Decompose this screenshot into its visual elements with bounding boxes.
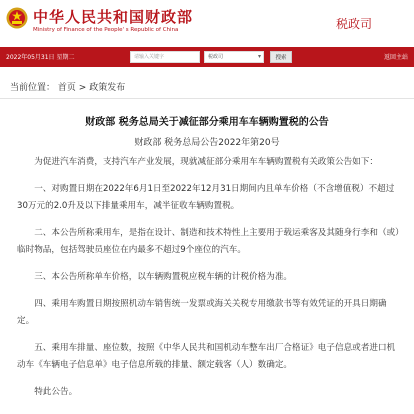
breadcrumb-separator: > [78,83,87,93]
chevron-down-icon: ▾ [257,53,261,60]
breadcrumb [10,80,125,93]
search-button[interactable]: 搜索 [270,51,292,63]
article-paragraph: 五、乘用车排量、座位数，按照《中华人民共和国机动车整车出厂合格证》电子信息或者进口机动车《车辆电子信息单》电子信息所载的排量、额定载客（人）数确定。 [17,343,396,370]
breadcrumb-prefix: 当前位置： [10,83,56,93]
article-paragraph: 三、本公告所称单车价格，以车辆购置税应税车辆的计税价格为准。 [34,272,293,282]
article-paragraph: 一、对购置日期在2022年6月1日至2022年12月31日期间内且单车价格（不含增值税）不超过30万元的2.0升及以下排量乘用车，减半征收车辆购置税。 [17,184,395,211]
article-paragraph: 二、本公告所称乘用车，是指在设计、制造和技术特性上主要用于载运乘客及其随身行李和（或）临时物品，包括驾驶员座位在内最多不超过9个座位的汽车。 [17,228,400,255]
article-paragraph: 特此公告。 [34,387,78,397]
return-home-link[interactable]: 返回主站 [383,54,408,61]
divider [0,98,414,99]
article-paragraph: 为促进汽车消费，支持汽车产业发展，现就减征部分乘用车车辆购置税有关政策公告如下： [34,157,378,167]
document-number: 财政部 税务总局公告2022年第20号 [134,138,280,148]
article-body [17,154,401,411]
article-title: 财政部 税务总局关于减征部分乘用车车辆购置税的公告 [85,117,329,128]
ministry-name-en: Ministry of Finance of the People' s Republic of China [33,27,179,33]
department-select[interactable] [204,51,264,63]
national-emblem-icon [6,7,28,29]
site-header [0,0,414,46]
department-select-value: 税政司 [208,54,224,60]
search-input[interactable]: 请输入关键字 [130,51,200,63]
toolbar [0,47,414,67]
current-date: 2022年05月31日 星期二 [6,54,75,61]
article-paragraph: 四、乘用车购置日期按照机动车销售统一发票或海关关税专用缴款书等有效凭证的开具日期确定。 [17,299,387,326]
department-name: 税政司 [335,17,372,31]
ministry-name-cn: 中华人民共和国财政部 [33,8,194,26]
breadcrumb-current-link[interactable]: 政策发布 [89,83,126,93]
breadcrumb-home-link[interactable]: 首页 [57,83,76,93]
